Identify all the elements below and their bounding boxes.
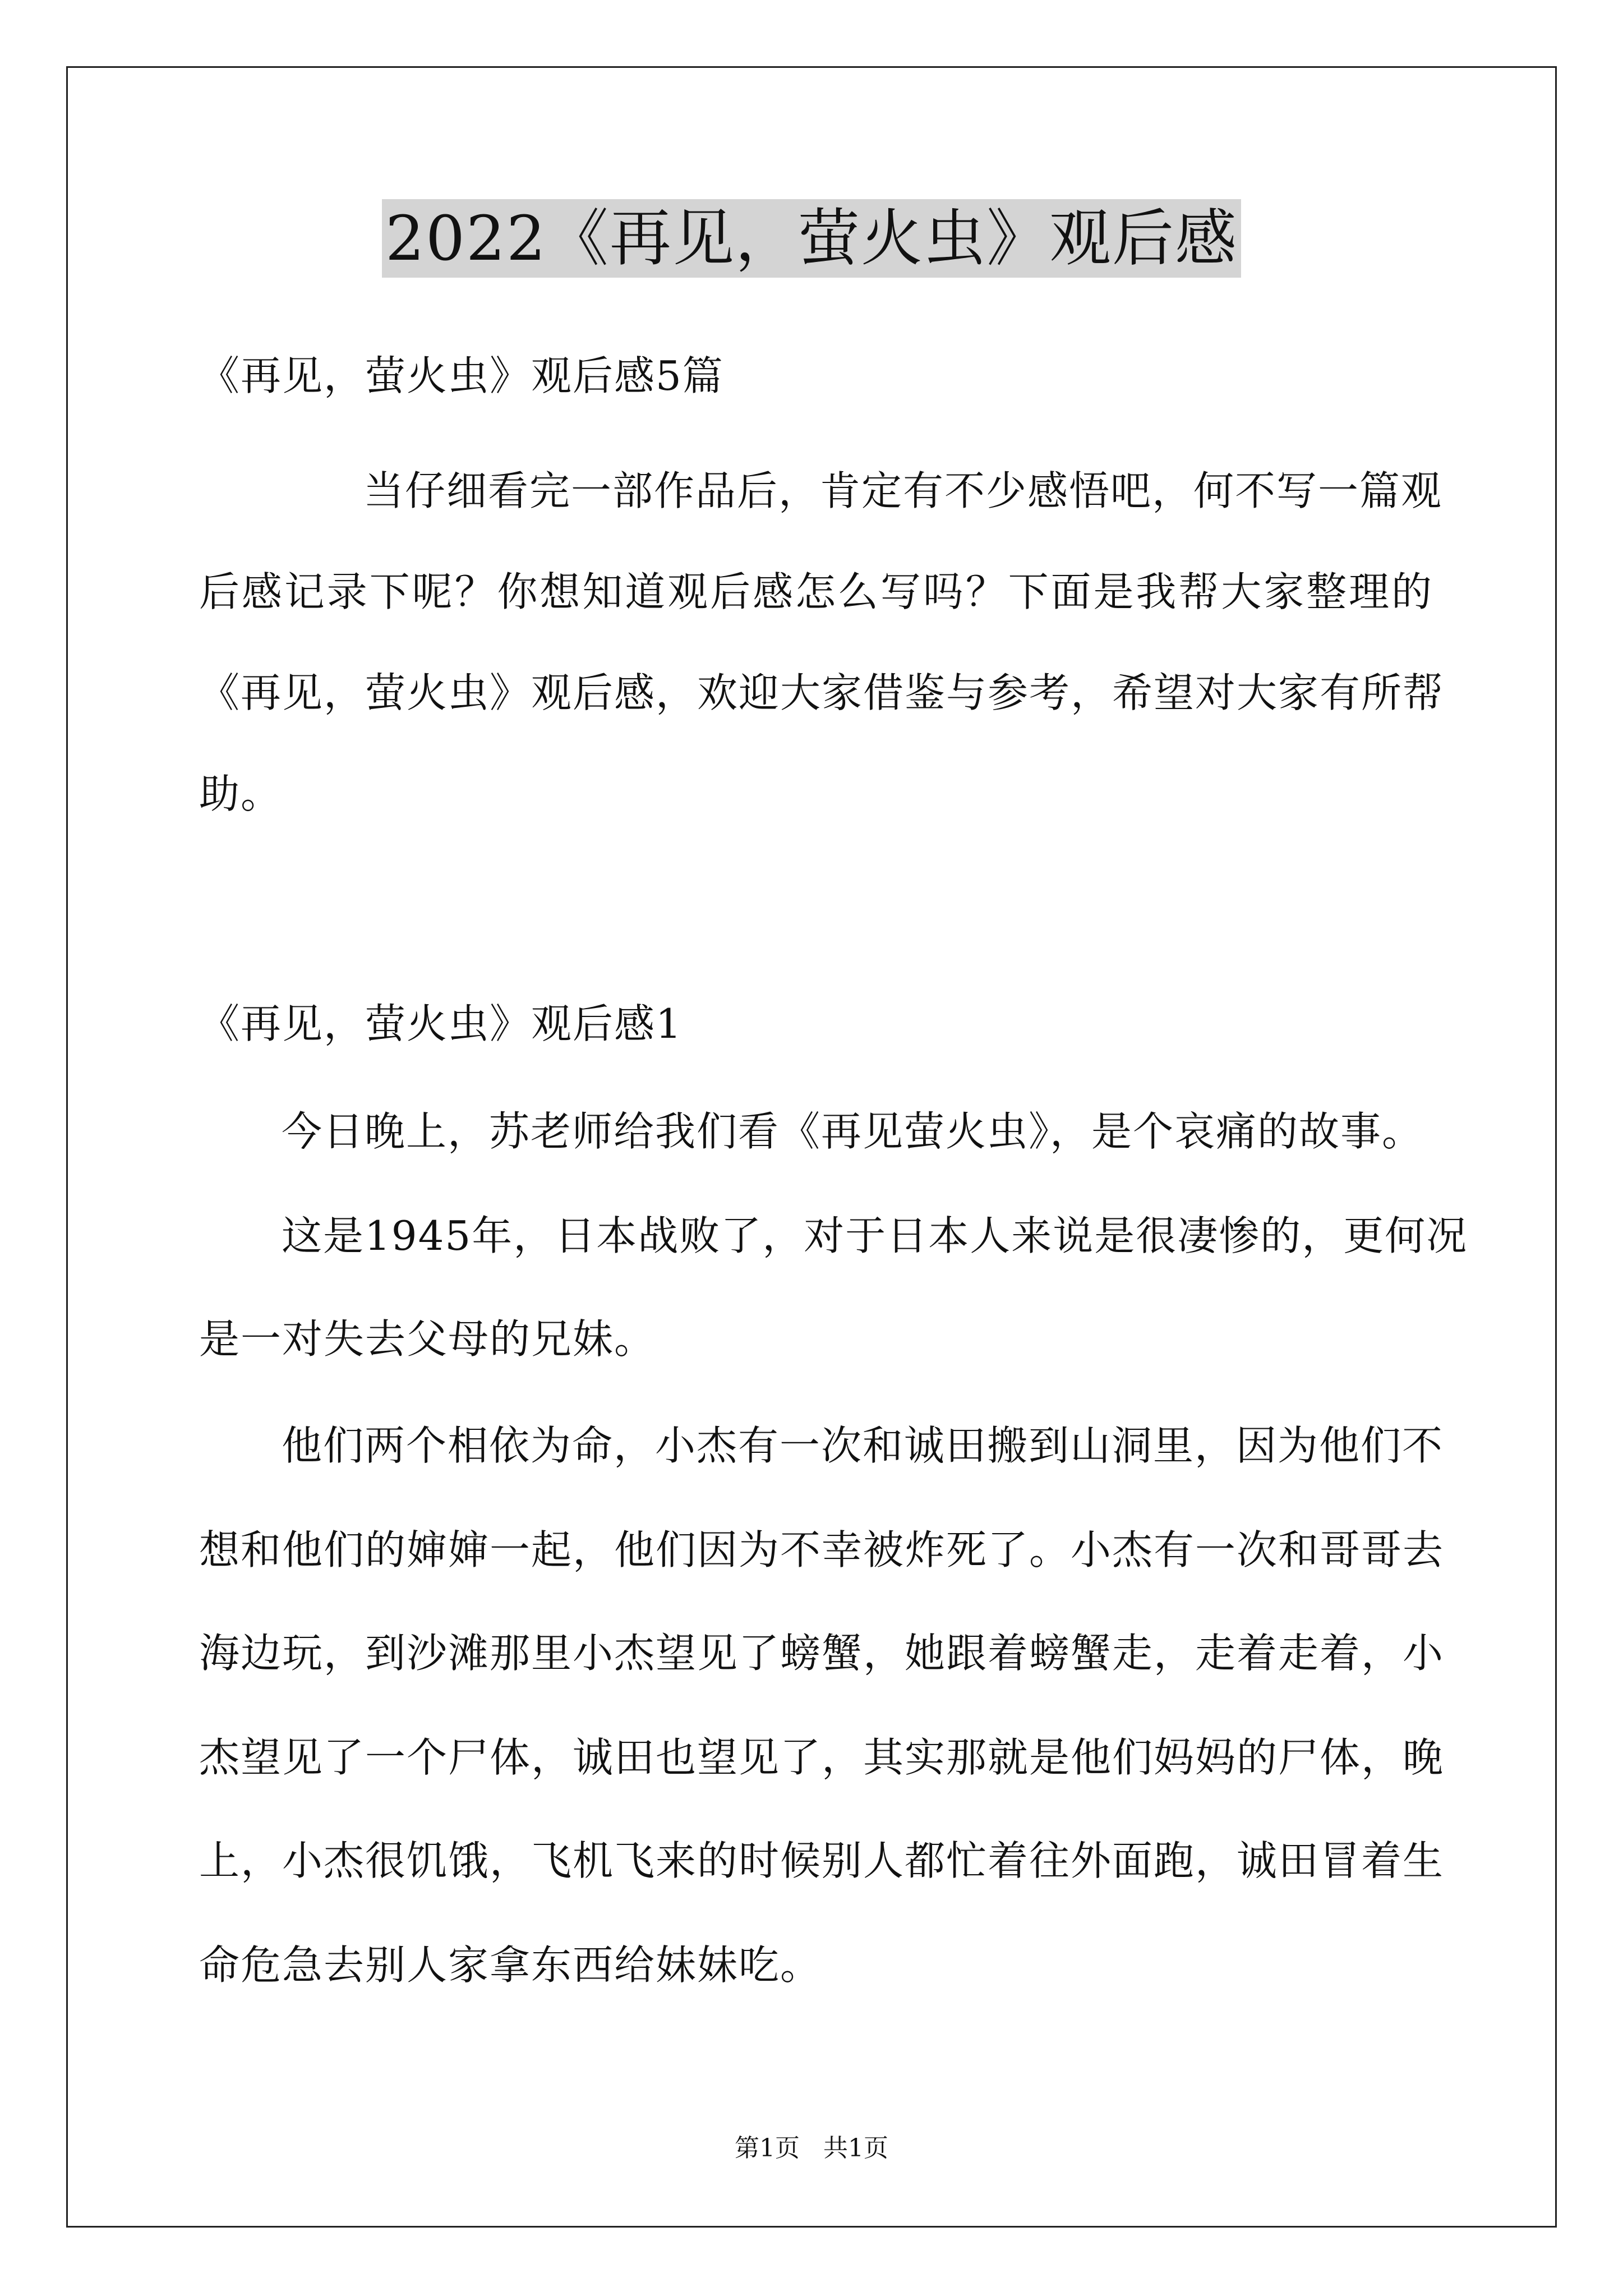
body-line-2: 这是1945年，日本战败了，对于日本人来说是很凄惨的，更何况 <box>282 1212 1468 1259</box>
body-line-4: 他们两个相依为命，小杰有一次和诚田搬到山洞里，因为他们不 <box>282 1422 1444 1469</box>
body-line-6: 海边玩，到沙滩那里小杰望见了螃蟹，她跟着螃蟹走，走着走着，小 <box>199 1630 1445 1677</box>
body-line-5: 想和他们的婶婶一起，他们因为不幸被炸死了。小杰有一次和哥哥去 <box>199 1526 1445 1573</box>
body-line-3: 是一对失去父母的兄妹。 <box>199 1315 656 1363</box>
page-number: 第1页 <box>735 2134 800 2162</box>
page-footer <box>0 2132 1623 2165</box>
body-line-8: 上，小杰很饥饿，飞机飞来的时候别人都忙着往外面跑，诚田冒着生 <box>199 1837 1445 1884</box>
intro-line-4: 助。 <box>199 770 283 817</box>
title-container <box>0 199 1623 278</box>
body-line-9: 命危急去别人家拿东西给妹妹吃。 <box>199 1941 822 1989</box>
intro-line-3: 《再见，萤火虫》观后感，欢迎大家借鉴与参考，希望对大家有所帮 <box>199 669 1445 716</box>
intro-line-1: 当仔细看完一部作品后，肯定有不少感悟吧，何不写一篇观 <box>363 467 1443 514</box>
body-line-7: 杰望见了一个尸体，诚田也望见了，其实那就是他们妈妈的尸体，晚 <box>199 1734 1445 1781</box>
body-line-1: 今日晚上，苏老师给我们看《再见萤火虫》，是个哀痛的故事。 <box>282 1108 1424 1155</box>
intro-line-2: 后感记录下呢？你想知道观后感怎么写吗？下面是我帮大家整理的 <box>199 568 1433 615</box>
section-heading: 《再见，萤火虫》观后感1 <box>199 1000 683 1047</box>
document-subtitle: 《再见，萤火虫》观后感5篇 <box>199 352 724 399</box>
page-total: 共1页 <box>823 2134 888 2162</box>
document-title: 2022《再见，萤火虫》观后感 <box>382 199 1241 278</box>
